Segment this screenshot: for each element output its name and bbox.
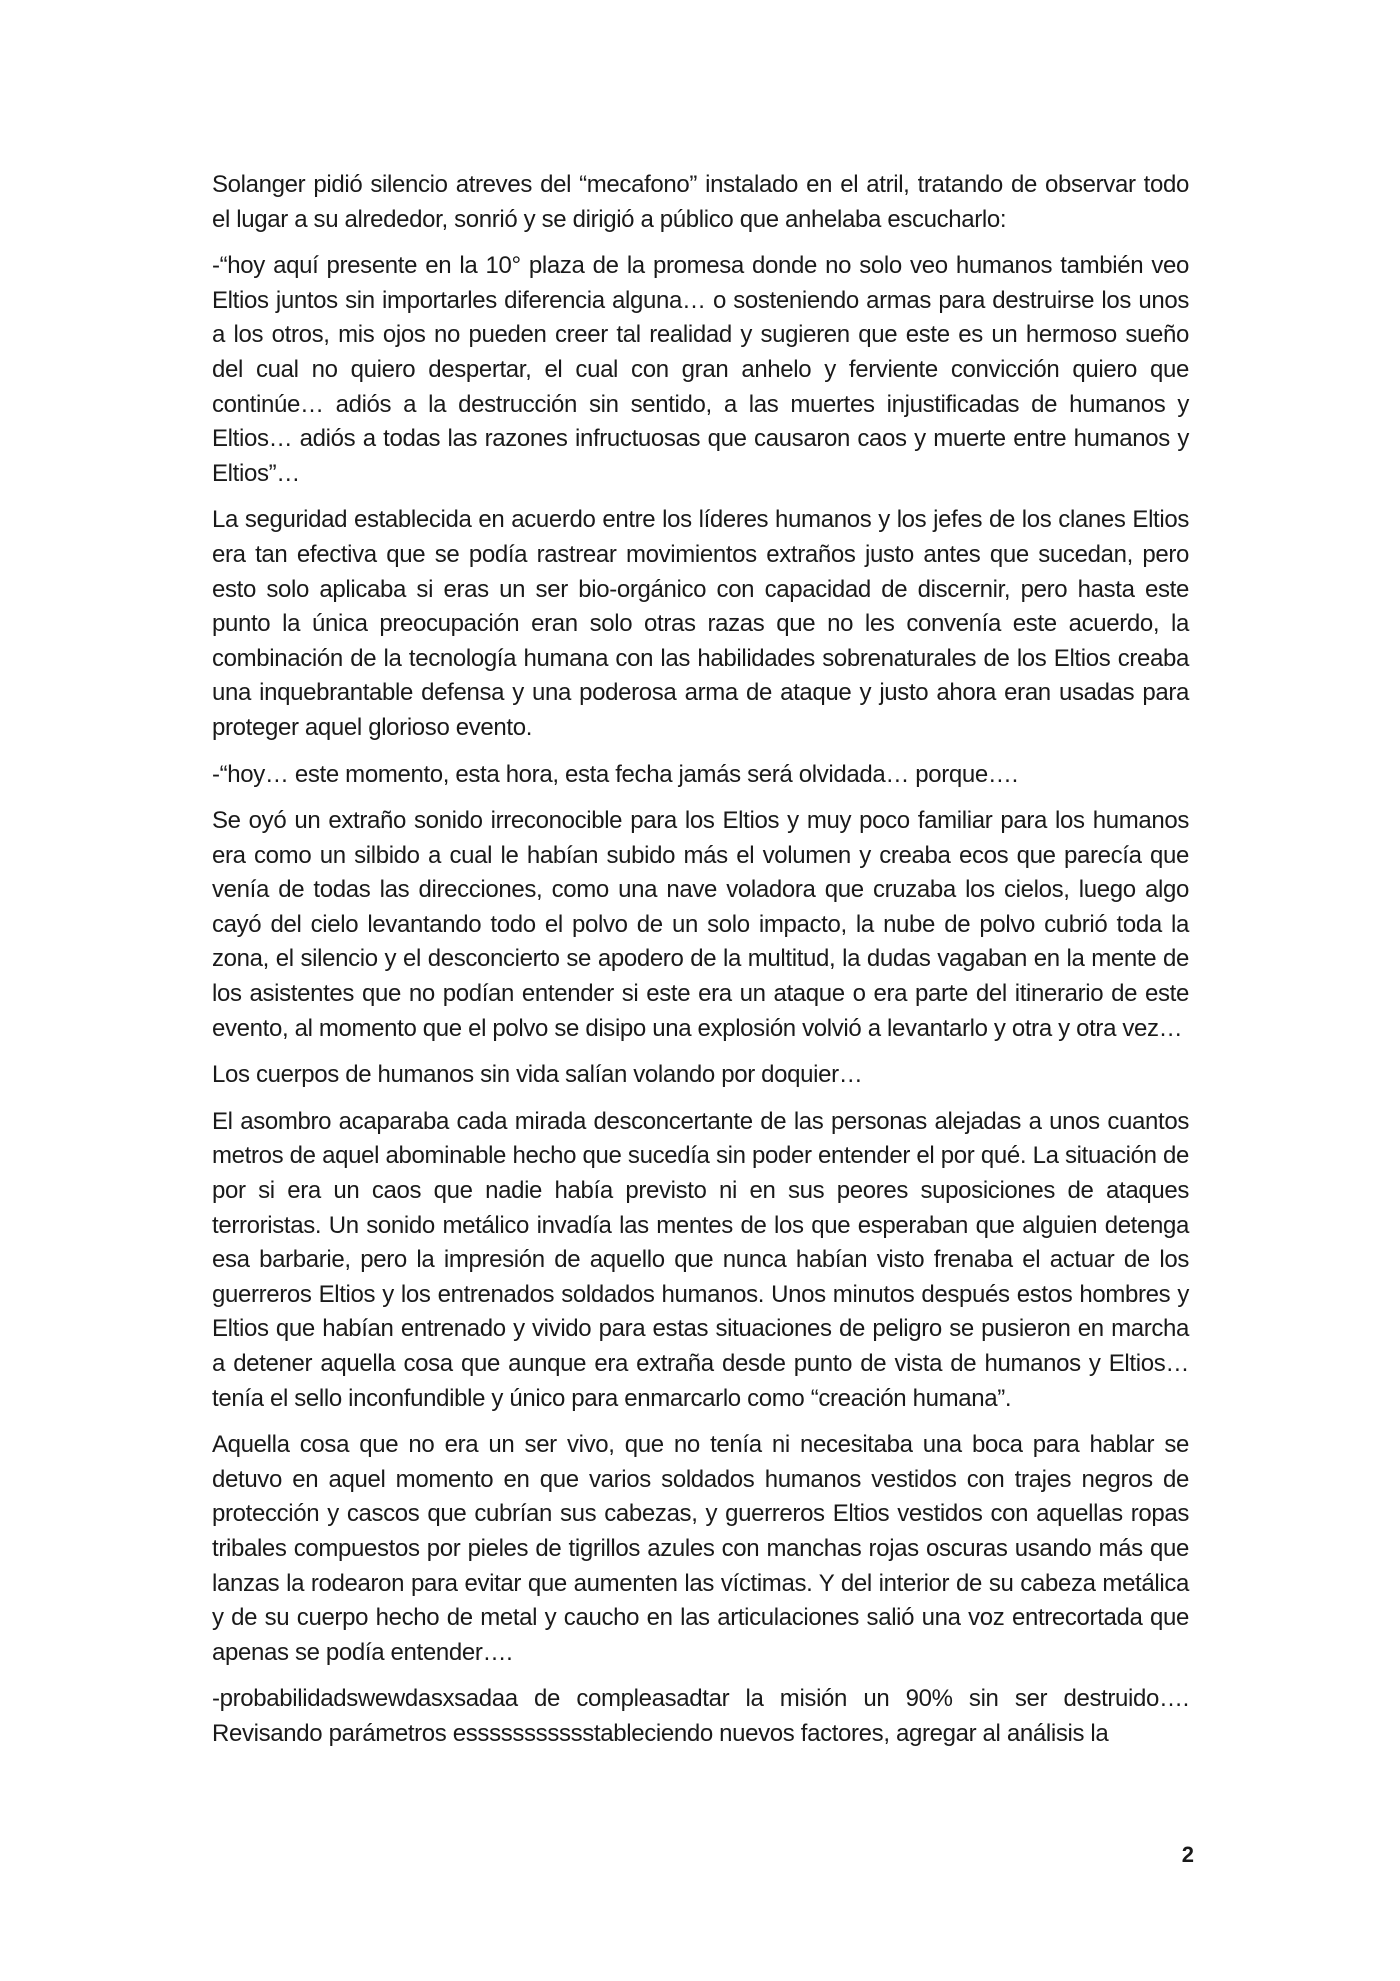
page-body: [212, 168, 1189, 1764]
paragraph: Solanger pidió silencio atreves del “mecafono” instalado en el atril, tratando de observar todo el lugar a su alrededor, sonrió y se dirigió a público que anhelaba escucharlo:: [212, 171, 1189, 233]
page-number: 2: [1181, 1842, 1194, 1867]
paragraph: -probabilidadswewdasxsadaa de compleasadtar la misión un 90% sin ser destruido…. Revisando parámetros essssssssssstableciendo nuevos factores, agregar al análisis la: [212, 1685, 1189, 1747]
paragraph: El asombro acaparaba cada mirada desconcertante de las personas alejadas a unos cuantos metros de aquel abominable hecho que sucedía sin poder entender el por qué. La situación de por si era un caos que nadie había previsto ni en sus peores suposiciones de ataques terroristas. Un sonido metálico invadía las mentes de los que esperaban que alguien detenga esa barbarie, pero la impresión de aquello que nunca habían visto frenaba el actuar de los guerreros Eltios y los entrenados soldados humanos. Unos minutos después estos hombres y Eltios que habían entrenado y vivido para estas situaciones de peligro se pusieron en marcha a detener aquella cosa que aunque era extraña desde punto de vista de humanos y Eltios… tenía el sello inconfundible y único para enmarcarlo como “creación humana”.: [212, 1107, 1189, 1412]
paragraph: -“hoy aquí presente en la 10° plaza de la promesa donde no solo veo humanos también veo Eltios juntos sin importarles diferencia alguna… o sosteniendo armas para destruirse los unos a los otros, mis ojos no pueden creer tal realidad y sugieren que este es un hermoso sueño del cual no quiero despertar, el cual con gran anhelo y ferviente convicción quiero que continúe… adiós a la destrucción sin sentido, a las muertes injustificadas de humanos y Eltios… adiós a todas las razones infructuosas que causaron caos y muerte entre humanos y Eltios”…: [212, 252, 1189, 487]
paragraph: Los cuerpos de humanos sin vida salían volando por doquier…: [212, 1061, 863, 1089]
paragraph: -“hoy… este momento, esta hora, esta fecha jamás será olvidada… porque….: [212, 760, 1018, 788]
paragraph: La seguridad establecida en acuerdo entre los líderes humanos y los jefes de los clanes Eltios era tan efectiva que se podía rastrear movimientos extraños justo antes que sucedan, pero esto solo aplicaba si eras un ser bio-orgánico con capacidad de discernir, pero hasta este punto la única preocupación eran solo otras razas que no les convenía este acuerdo, la combinación de la tecnología humana con las habilidades sobrenaturales de los Eltios creaba una inquebrantable defensa y una poderosa arma de ataque y justo ahora eran usadas para proteger aquel glorioso evento.: [212, 506, 1189, 741]
paragraph: Se oyó un extraño sonido irreconocible para los Eltios y muy poco familiar para los humanos era como un silbido a cual le habían subido más el volumen y creaba ecos que parecía que venía de todas las direcciones, como una nave voladora que cruzaba los cielos, luego algo cayó del cielo levantando todo el polvo de un solo impacto, la nube de polvo cubrió toda la zona, el silencio y el desconcierto se apodero de la multitud, la dudas vagaban en la mente de los asistentes que no podían entender si este era un ataque o era parte del itinerario de este evento, al momento que el polvo se disipo una explosión volvió a levantarlo y otra y otra vez…: [212, 807, 1189, 1042]
paragraph: Aquella cosa que no era un ser vivo, que no tenía ni necesitaba una boca para hablar se detuvo en aquel momento en que varios soldados humanos vestidos con trajes negros de protección y cascos que cubrían sus cabezas, y guerreros Eltios vestidos con aquellas ropas tribales compuestos por pieles de tigrillos azules con manchas rojas oscuras usando más que lanzas la rodearon para evitar que aumenten las víctimas. Y del interior de su cabeza metálica y de su cuerpo hecho de metal y caucho en las articulaciones salió una voz entrecortada que apenas se podía entender….: [212, 1431, 1189, 1666]
